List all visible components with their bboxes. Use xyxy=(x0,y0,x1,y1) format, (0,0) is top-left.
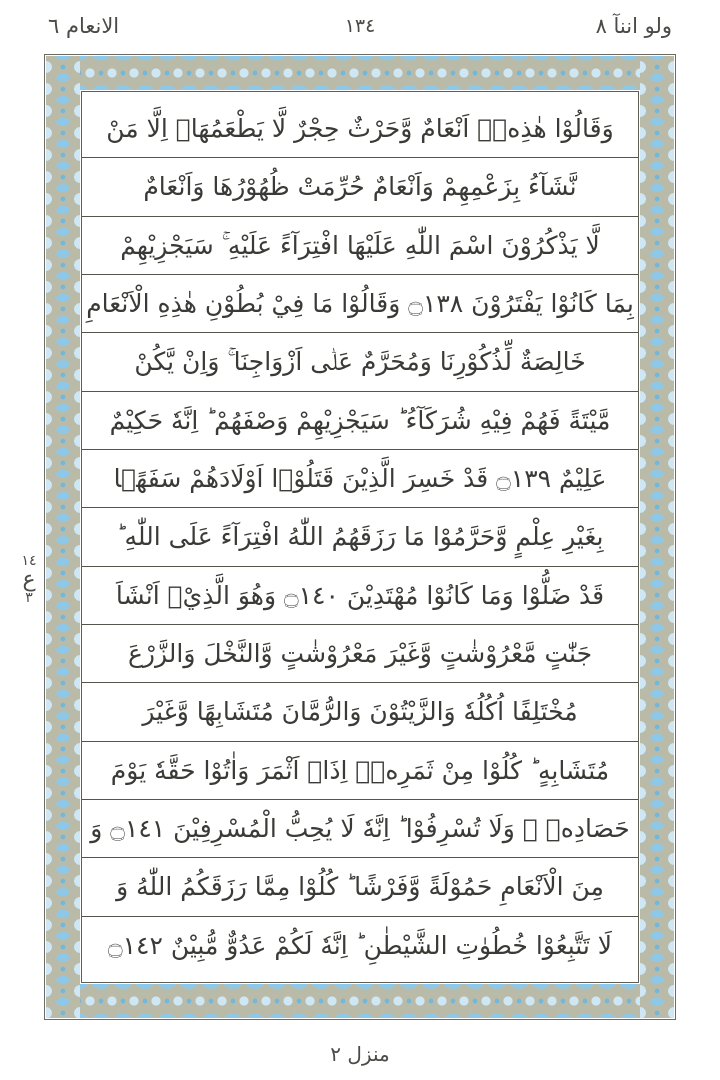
border-ornament-right xyxy=(640,56,674,1018)
ayah-line xyxy=(82,508,638,566)
ayah-line-text: مِنَ الْاَنْعَامِ حَمُوْلَةً وَّفَرْشًا ؕ كُلُوْا مِمَّا رَزَقَكُمُ اللّٰهُ وَ xyxy=(116,872,604,902)
ayah-line xyxy=(82,158,638,216)
ruku-denominator: ٣ xyxy=(25,590,33,606)
ayah-line xyxy=(82,625,638,683)
quran-text-panel xyxy=(82,100,638,974)
ayah-line-text: مُتَشَابِهٍ ؕ كُلُوْا مِنْ ثَمَرِهٖۤ اِذَاۤ اَثْمَرَ وَاٰتُوْا حَقَّهٗ يَوْمَ xyxy=(110,755,610,785)
ayah-line xyxy=(82,742,638,800)
ayah-line-text: بِغَيْرِ عِلْمٍ وَّحَرَّمُوْا مَا رَزَقَهُمُ اللّٰهُ افْتِرَآءً عَلَى اللّٰهِ ؕ xyxy=(116,522,604,552)
border-ornament-left xyxy=(46,56,80,1018)
page-number: ١٣٤ xyxy=(344,14,376,37)
page-header xyxy=(0,0,720,52)
ayah-line xyxy=(82,100,638,158)
ayah-line xyxy=(82,275,638,333)
ruku-symbol-icon: ع xyxy=(22,567,36,592)
ayah-line-text: حَصَادِهٖ ۖ وَلَا تُسْرِفُوْا ؕ اِنَّهٗ لَا يُحِبُّ الْمُسْرِفِيْنَ ۝١٤١ وَ xyxy=(90,814,630,844)
ayah-line xyxy=(82,800,638,858)
ayah-line xyxy=(82,392,638,450)
ayah-line xyxy=(82,333,638,391)
page-footer xyxy=(0,1042,720,1066)
ayah-line xyxy=(82,217,638,275)
ayah-line-text: قَدْ ضَلُّوْا وَمَا كَانُوْا مُهْتَدِيْنَ ۝١٤٠ وَهُوَ الَّذِيْۤ اَنْشَاَ xyxy=(115,580,605,610)
border-ornament-bottom xyxy=(46,984,674,1018)
header-juz-label: ولو اننآ ٨ xyxy=(595,13,672,38)
ayah-line-text: جَنّٰتٍ مَّعْرُوْشٰتٍ وَّغَيْرَ مَعْرُوْشٰتٍ وَّالنَّخْلَ وَالزَّرْعَ xyxy=(127,639,593,669)
ayah-line xyxy=(82,450,638,508)
border-ornament-top xyxy=(46,56,674,90)
ayah-line-text: نَّشَآءُ بِزَعْمِهِمْ وَاَنْعَامٌ حُرِّمَتْ ظُهُوْرُهَا وَاَنْعَامٌ xyxy=(143,172,577,202)
ayah-line-text: مَّيْتَةً فَهُمْ فِيْهِ شُرَكَآءُ ؕ سَيَجْزِيْهِمْ وَصْفَهُمْ ؕ اِنَّهٗ حَكِيْمٌ xyxy=(109,405,611,435)
ayah-line-text: وَقَالُوْا هٰذِهٖۤ اَنْعَامٌ وَّحَرْثٌ حِجْرٌ لَّا يَطْعَمُهَاۤ اِلَّا مَنْ xyxy=(106,114,614,144)
ayah-line xyxy=(82,683,638,741)
ayah-line-text: عَلِيْمٌ ۝١٣٩ قَدْ خَسِرَ الَّذِيْنَ قَتَلُوْۤا اَوْلَادَهُمْ سَفَهًۢا xyxy=(113,464,607,494)
ayah-line-text: خَالِصَةٌ لِّذُكُوْرِنَا وَمُحَرَّمٌ عَلٰۤى اَزْوَاجِنَا ۚ وَاِنْ يَّكُنْ xyxy=(134,347,586,377)
header-surah-label: الانعام ٦ xyxy=(48,13,120,38)
ayah-line xyxy=(82,917,638,974)
ruku-numerator: ١٤ xyxy=(21,553,37,570)
manzil-label: منزل ٢ xyxy=(330,1042,390,1066)
ayah-line xyxy=(82,858,638,916)
ayah-line-text: بِمَا كَانُوْا يَفْتَرُوْنَ ۝١٣٨ وَقَالُوْا مَا فِيْ بُطُوْنِ هٰذِهِ الْاَنْعَامِ xyxy=(86,289,634,319)
ayah-line-text: لَّا يَذْكُرُوْنَ اسْمَ اللّٰهِ عَلَيْهَا افْتِرَآءً عَلَيْهِ ۚ سَيَجْزِيْهِمْ xyxy=(120,230,600,260)
ayah-line xyxy=(82,567,638,625)
ayah-line-text: لَا تَتَّبِعُوْا خُطُوٰتِ الشَّيْطٰنِ ؕ اِنَّهٗ لَكُمْ عَدُوٌّ مُّبِيْنٌ ۝١٤٢ xyxy=(107,930,613,960)
ayah-line-text: مُخْتَلِفًا اُكُلُهٗ وَالزَّيْتُوْنَ وَالرُّمَّانَ مُتَشَابِهًا وَّغَيْرَ xyxy=(142,697,578,727)
